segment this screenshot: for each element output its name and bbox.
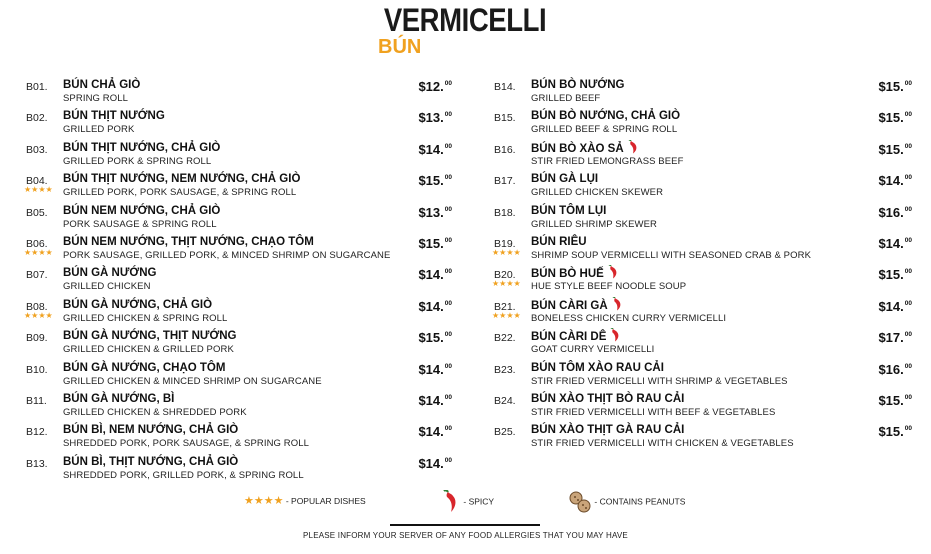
price-cents: 00 (904, 393, 912, 401)
menu-item (22, 77, 460, 108)
item-code: B25. (494, 426, 516, 439)
price-cents: 00 (444, 299, 452, 307)
price-dollars: $12. (418, 79, 444, 94)
item-description: SPRING ROLL (63, 93, 128, 104)
item-name-text: BÚN NEM NƯỚNG, THỊT NƯỚNG, CHẠO TÔM (63, 235, 314, 248)
price-cents: 00 (904, 425, 912, 433)
item-price (418, 110, 452, 125)
item-name (63, 424, 238, 436)
item-code: B15. (494, 112, 516, 125)
item-description: STIR FRIED VERMICELLI WITH SHRIMP & VEGETABLES (531, 375, 788, 387)
price-cents: 00 (444, 236, 452, 244)
price-cents: 00 (904, 111, 912, 119)
item-name (63, 236, 314, 248)
price-dollars: $14. (418, 361, 444, 377)
item-description: GRILLED SHRIMP SKEWER (531, 218, 657, 230)
item-description: GRILLED BEEF (531, 93, 601, 104)
star-icon: ★★★★ (244, 495, 284, 507)
price-dollars: $15. (878, 424, 904, 440)
item-price (418, 236, 452, 251)
item-name (531, 173, 598, 185)
item-code: B17. (494, 175, 516, 188)
item-description: SHREDDED PORK, PORK SAUSAGE, & SPRING ROLL (63, 438, 309, 450)
legend-peanuts-label: - CONTAINS PEANUTS (594, 496, 686, 507)
menu-item (22, 328, 460, 359)
price-dollars: $14. (418, 298, 444, 314)
price-cents: 00 (904, 174, 912, 182)
item-price (418, 267, 452, 282)
menu-item (22, 171, 460, 202)
item-description: BONELESS CHICKEN CURRY VERMICELLI (531, 312, 727, 324)
legend-spicy-label: - SPICY (463, 496, 495, 507)
item-name (531, 299, 622, 313)
price-dollars: $14. (878, 298, 904, 314)
item-description: HUE STYLE BEEF NOODLE SOUP (531, 281, 687, 293)
menu-item (490, 422, 920, 453)
item-code: B13. (26, 457, 48, 470)
item-price (418, 330, 452, 345)
item-name (531, 79, 624, 91)
menu-item (22, 108, 460, 139)
item-name-text: BÚN GÀ NƯỚNG, CHẠO TÔM (63, 361, 226, 374)
price-cents: 00 (904, 205, 912, 213)
price-dollars: $15. (418, 330, 444, 346)
item-description: STIR FRIED VERMICELLI WITH CHICKEN & VEGETABLES (531, 438, 794, 450)
item-name-text: BÚN RIÊU (531, 235, 587, 248)
chili-pepper-icon (608, 265, 618, 279)
chili-pepper-icon (443, 490, 461, 514)
item-code: B11. (26, 394, 47, 407)
price-cents: 00 (444, 174, 452, 182)
price-dollars: $15. (418, 235, 444, 251)
item-price (418, 142, 452, 157)
item-code: B14. (494, 81, 516, 93)
menu-item (490, 360, 920, 391)
item-description: GOAT CURRY VERMICELLI (531, 344, 655, 356)
item-name-text: BÚN GÀ NƯỚNG, THỊT NƯỚNG (63, 330, 237, 343)
chili-pepper-icon (610, 328, 620, 342)
item-name (531, 393, 684, 405)
menu-item (490, 234, 920, 265)
item-description: GRILLED CHICKEN & SPRING ROLL (63, 312, 228, 324)
price-dollars: $16. (878, 204, 904, 220)
menu-item (22, 297, 460, 328)
price-dollars: $17. (878, 330, 904, 346)
item-name (63, 362, 225, 374)
item-price (878, 299, 912, 314)
item-code: B03. (26, 143, 48, 156)
item-description: STIR FRIED LEMONGRASS BEEF (531, 155, 684, 167)
item-name (531, 267, 618, 281)
price-dollars: $15. (418, 173, 444, 189)
price-cents: 00 (904, 331, 912, 339)
price-dollars: $15. (878, 267, 904, 283)
item-code: B23. (494, 363, 516, 376)
item-description: GRILLED CHICKEN & MINCED SHRIMP ON SUGARCANE (63, 375, 322, 387)
item-name (531, 236, 587, 248)
star-icon: ★★★★ (24, 310, 53, 320)
item-code: B10. (26, 363, 48, 376)
price-dollars: $14. (418, 267, 444, 283)
item-description: GRILLED PORK, PORK SAUSAGE, & SPRING ROLL (63, 187, 297, 199)
item-code: B20. (494, 269, 516, 282)
menu-item (22, 454, 460, 485)
item-name (531, 330, 620, 344)
item-price (878, 79, 912, 94)
price-dollars: $13. (418, 110, 444, 126)
star-icon: ★★★★ (492, 279, 521, 289)
item-price (418, 393, 452, 408)
price-cents: 00 (444, 362, 452, 370)
item-price (418, 456, 452, 471)
price-cents: 00 (444, 331, 452, 339)
menu-item (490, 77, 920, 108)
item-name-text: BÚN THỊT NƯỚNG, NEM NƯỚNG, CHẢ GIÒ (63, 173, 301, 186)
price-cents: 00 (904, 299, 912, 307)
item-description: STIR FRIED VERMICELLI WITH BEEF & VEGETABLES (531, 406, 776, 418)
price-cents: 00 (444, 393, 452, 401)
price-cents: 00 (444, 425, 452, 433)
item-name-text: BÚN BÌ, THỊT NƯỚNG, CHẢ GIÒ (63, 455, 239, 468)
menu-item (22, 391, 460, 422)
menu-item (490, 297, 920, 328)
legend-peanuts (568, 491, 685, 513)
price-cents: 00 (904, 80, 912, 87)
menu-item (22, 140, 460, 171)
item-name-text: BÚN XÀO THỊT GÀ RAU CẢI (531, 424, 685, 437)
price-dollars: $15. (878, 79, 904, 94)
price-dollars: $16. (878, 361, 904, 377)
menu-item (22, 360, 460, 391)
legend-spicy (443, 490, 494, 514)
price-dollars: $15. (878, 392, 904, 408)
item-code: B06. (26, 237, 48, 250)
peanut-icon (568, 491, 592, 513)
menu-column-left (22, 77, 460, 485)
item-price (418, 299, 452, 314)
item-name (531, 362, 664, 374)
menu-item (22, 234, 460, 265)
price-dollars: $13. (418, 204, 444, 220)
item-name-text: BÚN GÀ NƯỚNG (63, 267, 157, 280)
item-name (63, 456, 238, 468)
menu-item (490, 328, 920, 359)
item-description: GRILLED CHICKEN SKEWER (531, 187, 664, 199)
item-description: PORK SAUSAGE, GRILLED PORK, & MINCED SHRIMP ON SUGARCANE (63, 249, 391, 261)
item-name-text: BÚN GÀ NƯỚNG, CHẢ GIÒ (63, 298, 213, 311)
item-name-text: BÚN BÒ XÀO SẢ (531, 142, 624, 155)
item-description: PORK SAUSAGE & SPRING ROLL (63, 218, 217, 230)
menu-item (22, 422, 460, 453)
item-name (531, 142, 638, 156)
price-dollars: $14. (418, 141, 444, 157)
menu-subtitle: BÚN (378, 36, 422, 58)
price-cents: 00 (444, 268, 452, 276)
item-description: SHRIMP SOUP VERMICELLI WITH SEASONED CRAB & PORK (531, 249, 812, 261)
item-name-text: BÚN TÔM XÀO RAU CẢI (531, 361, 664, 374)
price-cents: 00 (904, 362, 912, 370)
item-description: SHREDDED PORK, GRILLED PORK, & SPRING ROLL (63, 469, 304, 481)
item-description: GRILLED CHICKEN & GRILLED PORK (63, 344, 234, 356)
item-name-text: BÚN GÀ LỤI (531, 173, 599, 186)
price-cents: 00 (444, 142, 452, 150)
item-code: B09. (26, 332, 48, 345)
item-code: B18. (494, 206, 516, 219)
price-dollars: $14. (878, 235, 904, 251)
item-name (531, 424, 684, 436)
item-name (63, 79, 140, 91)
item-description: GRILLED PORK & SPRING ROLL (63, 155, 212, 167)
item-name-text: BÚN XÀO THỊT BÒ RAU CẢI (531, 392, 685, 405)
item-name (63, 267, 156, 279)
item-description: GRILLED PORK (63, 124, 135, 136)
menu-item (22, 265, 460, 296)
price-dollars: $15. (878, 141, 904, 157)
item-price (418, 424, 452, 439)
price-dollars: $14. (418, 392, 444, 408)
price-dollars: $14. (418, 424, 444, 440)
item-price (878, 142, 912, 157)
item-name (63, 110, 165, 122)
legend-popular-label: - POPULAR DISHES (285, 496, 366, 506)
menu-item (490, 140, 920, 171)
footer-divider (390, 524, 540, 526)
item-name-text: BÚN NEM NƯỚNG, CHẢ GIÒ (63, 204, 221, 217)
item-price (418, 205, 452, 220)
item-price (418, 173, 452, 188)
item-name-text: BÚN BÌ, NEM NƯỚNG, CHẢ GIÒ (63, 424, 239, 437)
price-cents: 00 (444, 205, 452, 213)
item-price (878, 267, 912, 282)
price-cents: 00 (444, 80, 452, 87)
star-icon: ★★★★ (24, 247, 53, 257)
item-price (878, 393, 912, 408)
item-name-text: BÚN CÀRI GÀ (531, 299, 608, 312)
item-description: GRILLED CHICKEN & SHREDDED PORK (63, 406, 247, 418)
star-icon: ★★★★ (24, 185, 53, 195)
price-cents: 00 (904, 268, 912, 276)
item-code: B12. (26, 426, 48, 439)
item-price (878, 362, 912, 377)
item-price (418, 79, 452, 94)
item-name-text: BÚN THỊT NƯỚNG (63, 110, 165, 123)
item-name-text: BÚN GÀ NƯỚNG, BÌ (63, 392, 175, 405)
menu-item (490, 108, 920, 139)
item-name-text: BÚN CÀRI DÊ (531, 331, 607, 344)
item-description: GRILLED CHICKEN (63, 281, 151, 293)
item-name (63, 142, 220, 154)
item-name (63, 393, 174, 405)
item-name-text: BÚN CHẢ GIÒ (63, 79, 141, 91)
menu-item (22, 203, 460, 234)
item-code: B21. (494, 300, 516, 313)
item-name (63, 330, 237, 342)
menu-item (490, 171, 920, 202)
item-code: B24. (494, 394, 516, 407)
menu-item (490, 203, 920, 234)
item-name (63, 299, 212, 311)
item-price (878, 236, 912, 251)
item-description: GRILLED BEEF & SPRING ROLL (531, 124, 678, 136)
legend-popular (244, 494, 366, 507)
item-code: B04. (26, 175, 48, 188)
star-icon: ★★★★ (492, 247, 521, 257)
item-code: B05. (26, 206, 48, 219)
item-name-text: BÚN BÒ HUẾ (531, 268, 604, 281)
item-name (63, 173, 300, 185)
price-dollars: $14. (418, 455, 444, 471)
price-cents: 00 (904, 142, 912, 150)
item-name-text: BÚN TÔM LỤI (531, 204, 607, 217)
allergy-note: PLEASE INFORM YOUR SERVER OF ANY FOOD ALLERGIES THAT YOU MAY HAVE (303, 531, 628, 540)
item-code: B16. (494, 143, 516, 156)
price-dollars: $15. (878, 110, 904, 126)
item-code: B22. (494, 332, 516, 345)
menu-column-right (490, 77, 920, 454)
item-code: B07. (26, 269, 48, 282)
item-price (878, 110, 912, 125)
price-cents: 00 (444, 111, 452, 119)
price-cents: 00 (444, 456, 452, 464)
item-code: B08. (26, 300, 48, 313)
item-price (418, 362, 452, 377)
item-price (878, 173, 912, 188)
item-name-text: BÚN THỊT NƯỚNG, CHẢ GIÒ (63, 141, 221, 154)
menu-title: VERMICELLI (383, 2, 547, 38)
item-price (878, 424, 912, 439)
item-code: B02. (26, 112, 48, 125)
item-name (63, 205, 220, 217)
item-code: B01. (26, 81, 48, 93)
menu-item (490, 265, 920, 296)
menu-item (490, 391, 920, 422)
item-name (531, 110, 680, 122)
item-name-text: BÚN BÒ NƯỚNG, CHẢ GIÒ (531, 110, 681, 123)
item-code: B19. (494, 237, 516, 250)
star-icon: ★★★★ (492, 310, 521, 320)
item-price (878, 330, 912, 345)
item-price (878, 205, 912, 220)
item-name (531, 205, 606, 217)
item-name-text: BÚN BÒ NƯỚNG (531, 79, 625, 91)
chili-pepper-icon (628, 140, 638, 154)
price-dollars: $14. (878, 173, 904, 189)
chili-pepper-icon (612, 297, 622, 311)
price-cents: 00 (904, 236, 912, 244)
